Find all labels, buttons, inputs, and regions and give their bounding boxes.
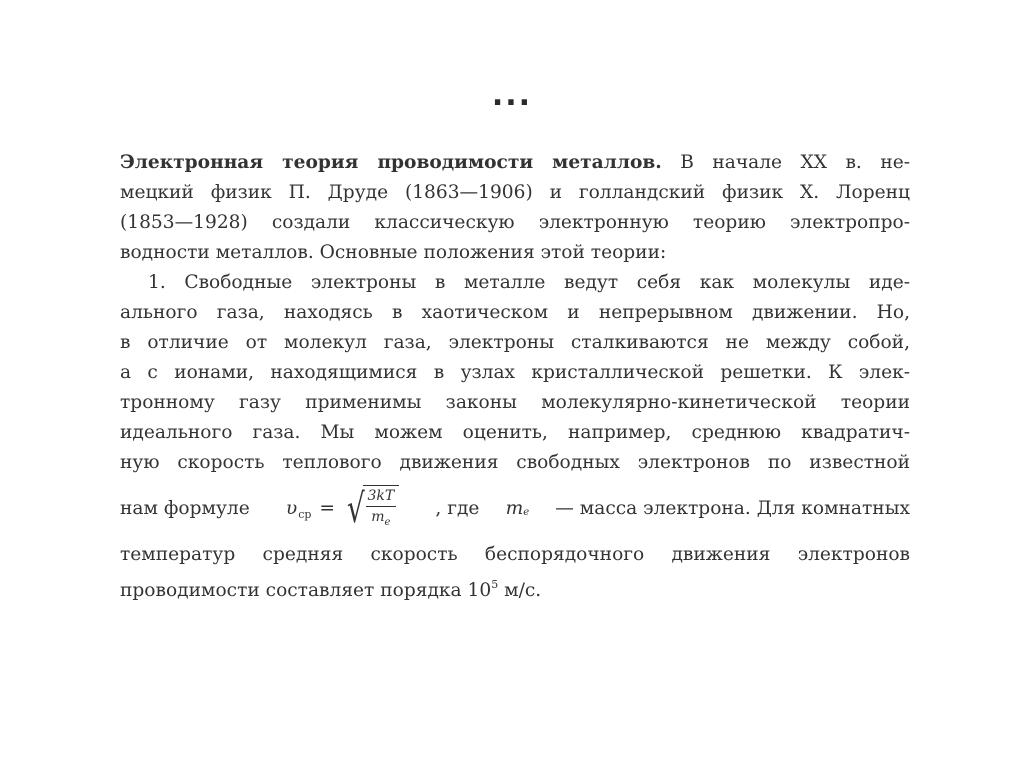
text-line-9: тронному газу применимы законы молекулярно-кинетической теории bbox=[120, 392, 910, 413]
text-line-7: в отличие от молекул газа, электроны сталкиваются не между собой, bbox=[120, 332, 910, 353]
velocity-formula bbox=[286, 485, 399, 533]
text-line-2: мецкий физик П. Друде (1863—1906) и голландский физик X. Лоренц bbox=[120, 182, 910, 203]
text-line-14-before: проводимости составляет порядка 10 bbox=[120, 580, 492, 601]
text-line-6: ального газа, находясь в хаотическом и непрерывном движении. Но, bbox=[120, 302, 910, 323]
equals-sign: = bbox=[319, 498, 335, 519]
text-line-1-rest: В начале XX в. не- bbox=[661, 152, 910, 173]
formula-line bbox=[120, 478, 910, 540]
text-line-13: температур средняя скорость беспорядочного движения электронов bbox=[120, 544, 910, 565]
fraction bbox=[363, 485, 400, 533]
formula-line-before: нам формуле bbox=[120, 498, 250, 519]
velocity-subscript: ср bbox=[298, 508, 312, 521]
velocity-symbol: υ bbox=[285, 498, 298, 519]
document-text bbox=[120, 148, 910, 600]
text-line-14-after: м/с. bbox=[498, 580, 542, 601]
text-line-14 bbox=[120, 570, 910, 600]
text-line-11: ную скорость теплового движения свободных электронов по известной bbox=[120, 452, 910, 473]
sqrt-sign: √ bbox=[346, 486, 365, 532]
text-line-3: (1853—1928) создали классическую электронную теорию электропро- bbox=[120, 212, 910, 233]
text-line-4: водности металлов. Основные положения этой теории: bbox=[120, 242, 667, 263]
formula-line-where: , где bbox=[435, 498, 480, 519]
text-line-8: а с ионами, находящимися в узлах кристаллической решетки. К элек- bbox=[120, 362, 910, 383]
square-root bbox=[343, 485, 399, 533]
text-line-10: идеального газа. Мы можем оценить, например, среднюю квадратич- bbox=[120, 422, 910, 443]
slide-title: ... bbox=[491, 78, 533, 113]
electron-mass-symbol bbox=[506, 494, 530, 524]
mass-symbol: m bbox=[505, 498, 524, 519]
mass-subscript: e bbox=[523, 507, 530, 518]
power-exponent: 5 bbox=[491, 578, 499, 591]
text-line-5: 1. Свободные электроны в металле ведут себя как молекулы иде- bbox=[148, 272, 910, 293]
fraction-denominator bbox=[369, 507, 392, 529]
formula-line-end: — масса электрона. Для комнатных bbox=[555, 498, 910, 519]
denominator-subscript: e bbox=[384, 517, 391, 528]
denominator-symbol: m bbox=[371, 509, 385, 525]
fraction-numerator: 3kT bbox=[366, 486, 397, 507]
section-heading: Электронная теория проводимости металлов. bbox=[120, 152, 662, 173]
text-line-1 bbox=[120, 148, 910, 178]
